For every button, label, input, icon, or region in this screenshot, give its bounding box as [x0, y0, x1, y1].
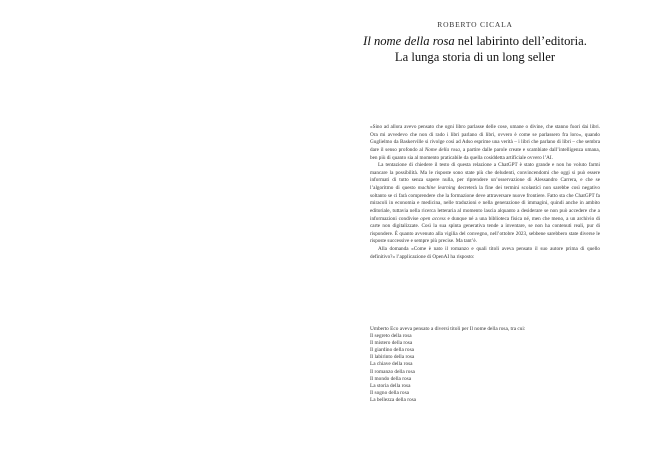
list-item: La chiave della rosa — [370, 361, 413, 368]
paragraph-1-text: «Sino ad allora avevo pensato che ogni libro parlasse delle cose, umane o divine, che stanno fuori dai libri. Ora mi avvedevo che non di rado i libri parlano di libri, ovvero è come se parlassero fra loro», quando Guglielmo da Baskerville si rivolge così ad Adso esprime una verità – i libri che parlano di libri – che sembra dare il senso profondo al — [370, 124, 600, 153]
chatgpt-answer — [370, 326, 600, 404]
title-list — [370, 333, 600, 404]
paragraph-2-text-a: La tentazione di chiedere il testo di questa relazione a ChatGPT è stato grande e non ho voluto farmi mancare la possibilità. Ma le risposte sono state più che deludenti, convincendomi che oggi si può essere informati di tutto senza sapere nulla, per riprendere un’osservazione di Alessandro Carrera, e che se l’algoritmo di questo — [370, 162, 600, 191]
paragraph-3: Alla domanda «Come è nato il romanzo e quali titoli aveva pensato il suo autore prima di quello definitivo?» l’applicazione di OpenAI ha risposto: — [370, 246, 600, 260]
title-italic-part: Il nome della rosa — [363, 34, 455, 48]
paragraph-2 — [370, 162, 600, 246]
paragraph-2-emphasis-2: open access — [420, 215, 446, 222]
paragraph-2-emphasis-1: machine learning — [417, 185, 456, 191]
list-item: Il mondo della rosa — [370, 375, 412, 382]
list-item: La bellezza della rosa — [370, 396, 417, 403]
list-item: Il mistero della rosa — [370, 340, 413, 347]
paragraph-2-text-c: e dunque né a una biblioteca fisica né, men che meno, a un archivio di carte non digitalizzate. Così la sua spinta generativa tende a inventare, se non ha contenuti reali, pur di rispondere. È quanto avvenuto alla vigilia del convegno, nell’ottobre 2023, sebbene sarebbero state diverse le risposte successive e sempre più precise. Ma tant’è. — [370, 215, 600, 245]
paragraph-1 — [370, 124, 600, 162]
body-text — [370, 124, 600, 261]
list-item: Il labirinto della rosa — [370, 354, 415, 361]
paragraph-2-text-b: decreterà la fine dei termini scolastici non sarebbe così negativo soltanto se ci farà comprendere che la formazione deve attraversare nuove frontiere. Fatto sta che ChatGPT fa miracoli in economia e medicina, nelle traduzioni e nella generazione di immagini, quindi anche in ambito editoriale, tuttavia nella ricerca letteraria al momento lascia alquanto a desiderare se non può accedere che a informazioni condivise — [370, 185, 600, 222]
chapter-header — [360, 20, 590, 65]
list-item: Il segreto della rosa — [370, 333, 412, 340]
title-line-2: La lunga storia di un long seller — [394, 50, 556, 64]
title-rest-part: nel labirinto dell’editoria. — [454, 34, 587, 48]
answer-intro: Umberto Eco aveva pensato a diversi titoli per Il nome della rosa, tra cui: — [370, 326, 526, 332]
list-item: Il giardino della rosa — [370, 347, 414, 354]
list-item: Il romanzo della rosa — [370, 368, 415, 375]
list-item: Il sogno della rosa — [370, 389, 409, 396]
author-name: ROBERTO CICALA — [437, 20, 513, 29]
chapter-title — [360, 33, 590, 65]
list-item: La storia della rosa — [370, 382, 411, 389]
paragraph-1-text-end: , a partire dalle parole create e scambiate dall’intelligenza umana, ben più di quanto sia al momento praticabile da quella cosiddetta artificiale ovvero l’AI. — [370, 146, 600, 161]
title-line-1 — [360, 33, 590, 49]
paragraph-1-emphasis: Nome della rosa — [424, 146, 460, 153]
